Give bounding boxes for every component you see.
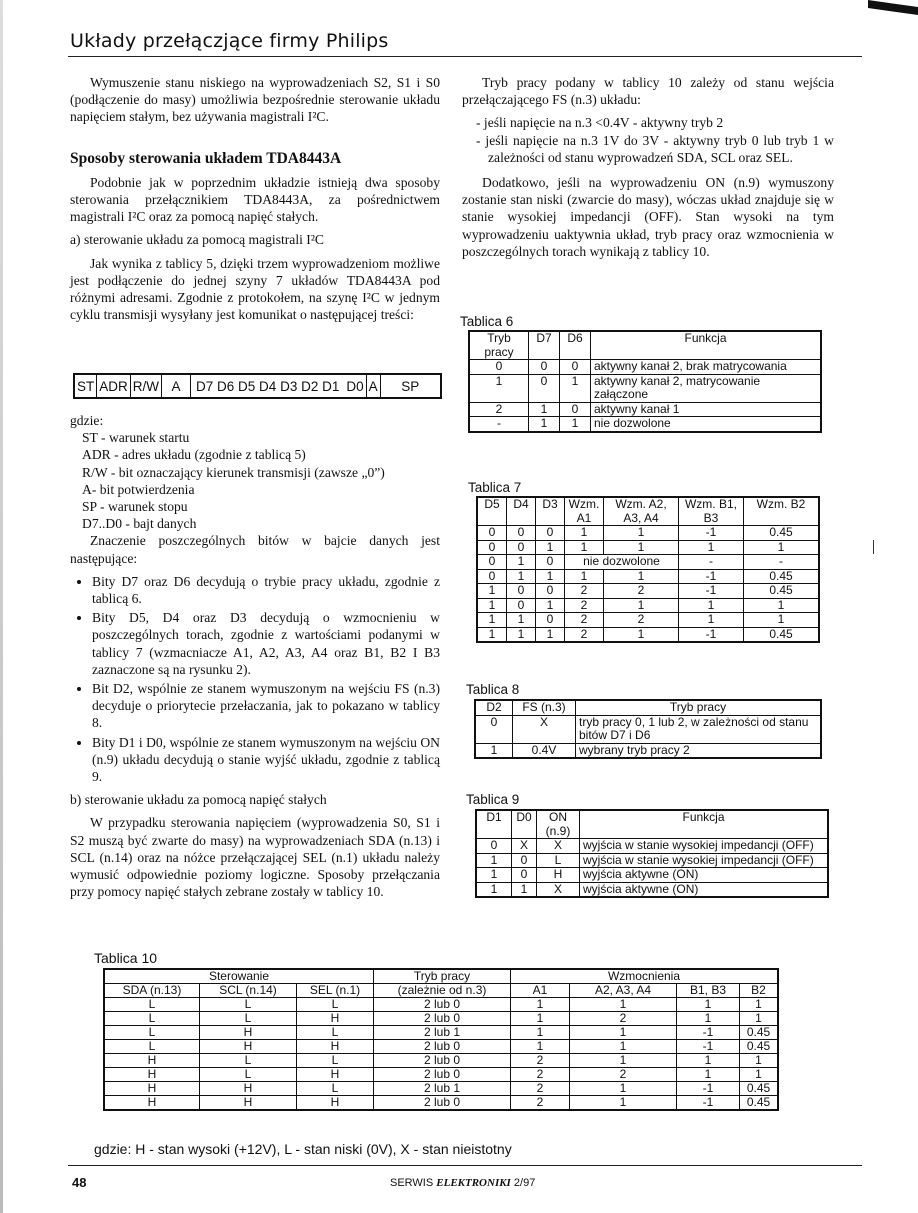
cell: H	[297, 1068, 374, 1082]
definition-list	[82, 429, 440, 532]
cell: wyjścia aktywne (ON)	[580, 868, 829, 883]
cell: 1	[740, 1068, 779, 1082]
table-6-caption: Tablica 6	[460, 314, 514, 329]
cell: H	[104, 1068, 200, 1082]
cell: 2	[604, 613, 679, 628]
issue-number: 2/97	[513, 1177, 536, 1189]
cell: X	[537, 882, 580, 897]
cell: 0.45	[744, 584, 820, 599]
cell: 1	[570, 998, 677, 1012]
cell: 2	[469, 402, 529, 417]
left-column-top	[70, 74, 440, 323]
cell: 0	[475, 715, 513, 743]
cell: 1	[507, 555, 536, 570]
cell: -1	[677, 1096, 740, 1111]
definition: ST - warunek startu	[82, 430, 190, 446]
paragraph: Dodatkowo, jeśli na wyprowadzeniu ON (n.9) wymuszony zostanie stan niski (zwarcie do masy), wóczas układ znajduje się w stanie wysokiej impedancji (OFF). Stan wysoki na tym wyprowadzeniu uaktywnia układ, tryb pracy oraz wzmocnienia w poszczególnych torach wynikają z tablicy 10.	[462, 175, 834, 259]
cell: 0.45	[744, 627, 820, 642]
cell: 2	[511, 1082, 570, 1096]
header-cell: Wzm. A1	[565, 497, 604, 526]
header-cell: B2	[740, 984, 779, 998]
header-rule	[68, 56, 862, 57]
cell: -1	[679, 584, 744, 599]
cell: 1	[740, 998, 779, 1012]
cell: 2 lub 0	[374, 1054, 511, 1068]
header-cell: A2, A3, A4	[570, 984, 677, 998]
cell: 0.45	[740, 1040, 779, 1054]
bullet-item: • Bity D7 oraz D6 decydują o trybie pracy układu, zgodnie z tablicą 6.	[92, 573, 440, 607]
cell: 0	[507, 598, 536, 613]
cell: aktywny kanał 1	[591, 402, 822, 417]
cell: 0	[507, 584, 536, 599]
header-cell: D5	[477, 497, 507, 526]
header-cell: Funkcja	[591, 331, 822, 360]
cell: 2	[565, 598, 604, 613]
table-row	[477, 526, 819, 541]
cell: 2 lub 1	[374, 1082, 511, 1096]
header-cell: D7	[529, 331, 560, 360]
table-8-caption: Tablica 8	[466, 682, 520, 697]
table-group-row	[104, 969, 778, 984]
cell: 1	[677, 998, 740, 1012]
cell: 0	[560, 360, 591, 375]
cell: 1	[570, 1054, 677, 1068]
cell: 0	[507, 526, 536, 541]
table-header-row	[104, 984, 778, 998]
cell: L	[200, 1012, 297, 1026]
cell: 0	[560, 402, 591, 417]
cell: L	[200, 1068, 297, 1082]
table-row	[477, 627, 819, 642]
table-row	[104, 1012, 778, 1026]
cell: L	[297, 1082, 374, 1096]
bullet-item: • Bity D1 i D0, wspólnie ze stanem wymuszonym na wejściu ON (n.9) układu decydują o stanie wyjść układu, zgodnie z tablicą 9.	[92, 734, 440, 786]
cell: 1	[511, 998, 570, 1012]
cell: wybrany tryb pracy 2	[576, 743, 822, 758]
page-number: 48	[72, 1175, 87, 1190]
table-row	[469, 360, 821, 375]
header-cell: Tryb pracy	[469, 331, 529, 360]
cell: 0	[529, 374, 560, 402]
table-row	[477, 584, 819, 599]
cell: L	[200, 1054, 297, 1068]
cell: 1	[744, 540, 820, 555]
cell: 1	[560, 374, 591, 402]
cell: L	[297, 998, 374, 1012]
table-row	[477, 598, 819, 613]
table-row	[476, 853, 828, 868]
table-9-caption: Tablica 9	[466, 792, 520, 807]
cell: nie dozwolone	[565, 555, 679, 570]
paragraph: Tryb pracy podany w tablicy 10 zależy od stanu wejścia przełączającego FS (n.3) układu:	[462, 75, 834, 108]
cell: wyjścia w stanie wysokiej impedancji (OFF)	[580, 853, 829, 868]
cell: L	[297, 1026, 374, 1040]
cell: 1	[744, 613, 820, 628]
cell: 1	[740, 1012, 779, 1026]
table-row	[469, 417, 821, 432]
cell: 2 lub 0	[374, 998, 511, 1012]
cell: H	[200, 1040, 297, 1054]
cell: 1	[677, 1054, 740, 1068]
cell: 1	[565, 540, 604, 555]
cell: 1	[476, 868, 512, 883]
cell: 1	[570, 1026, 677, 1040]
cell: 1	[565, 569, 604, 584]
cell: 0	[536, 584, 565, 599]
cell: 0	[476, 839, 512, 854]
group-header-cell: Sterowanie	[104, 969, 374, 984]
table-row	[475, 743, 821, 758]
cell: H	[200, 1082, 297, 1096]
cell: 0.45	[740, 1026, 779, 1040]
cell: 0	[536, 526, 565, 541]
table-7-caption: Tablica 7	[468, 480, 522, 495]
magazine-footer	[390, 1177, 535, 1189]
cell: L	[200, 998, 297, 1012]
definition: D7..D0 - bajt danych	[82, 516, 197, 532]
table-9	[475, 809, 829, 898]
table-header-row	[469, 331, 821, 360]
right-column	[462, 74, 834, 260]
paragraph: b) sterowanie układu za pomocą napięć stałych	[70, 792, 327, 808]
cell: 1	[677, 1068, 740, 1082]
cell: L	[104, 1012, 200, 1026]
cell: 1	[565, 526, 604, 541]
table-header-row	[477, 497, 819, 526]
cell: 0.45	[740, 1096, 779, 1111]
cell: 0.45	[744, 526, 820, 541]
magazine-prefix: SERWIS	[390, 1177, 434, 1189]
table-row	[104, 1068, 778, 1082]
cell: wyjścia w stanie wysokiej impedancji (OFF)	[580, 839, 829, 854]
cell: 1	[511, 1012, 570, 1026]
header-cell: Funkcja	[580, 810, 829, 839]
table-row	[477, 555, 819, 570]
cell: 1	[677, 1012, 740, 1026]
cell: 1	[477, 613, 507, 628]
bullet-list	[70, 573, 440, 785]
cell: 1	[477, 598, 507, 613]
cell: -	[744, 555, 820, 570]
frame-field: ADR	[97, 375, 131, 397]
cell: H	[104, 1082, 200, 1096]
cell: -1	[677, 1040, 740, 1054]
page-header-title: Układy przełączjące firmy Philips	[70, 30, 389, 52]
cell: X	[512, 839, 537, 854]
margin-mark	[873, 540, 874, 554]
cell: -1	[677, 1082, 740, 1096]
cell: H	[297, 1040, 374, 1054]
table-row	[477, 613, 819, 628]
cell: L	[104, 998, 200, 1012]
cell: tryb pracy 0, 1 lub 2, w zależności od stanu bitów D7 i D6	[576, 715, 822, 743]
cell: 1	[507, 627, 536, 642]
table-7	[476, 496, 820, 643]
header-cell: Wzm. B2	[744, 497, 820, 526]
section-heading: Sposoby sterowania układem TDA8443A	[70, 149, 342, 167]
cell: 1	[604, 526, 679, 541]
cell: 1	[511, 1026, 570, 1040]
frame-field: A	[162, 375, 191, 397]
paragraph: W przypadku sterowania napięciem (wyprowadzenia S0, S1 i S2 muszą być zwarte do masy) na wyprowadzeniach SDA (n.13) i SCL (n.14) oraz na nóżce przełączającej SEL (n.1) układu należy wymusić odpowiednie poziomy logiczne. Sposoby przełączania przy pomocy napięć stałych zebrane zostały w tablicy 10.	[70, 815, 440, 900]
header-cell: A1	[511, 984, 570, 998]
cell: 2	[565, 627, 604, 642]
cell: 2	[511, 1068, 570, 1082]
header-cell: (zależnie od n.3)	[374, 984, 511, 998]
cell: 1	[740, 1054, 779, 1068]
cell: 2	[570, 1012, 677, 1026]
table-row	[104, 1082, 778, 1096]
header-cell: SEL (n.1)	[297, 984, 374, 998]
cell: 0	[477, 555, 507, 570]
table-row	[104, 1026, 778, 1040]
cell: 0.45	[740, 1082, 779, 1096]
definition: SP - warunek stopu	[82, 499, 188, 515]
definition: R/W - bit oznaczający kierunek transmisji (zawsze „0”)	[82, 464, 385, 480]
frame-field: SP	[401, 378, 420, 394]
frame-field: D7 D6 D5 D4 D3 D2 D1	[196, 378, 340, 394]
corner-mark	[868, 0, 918, 15]
cell: nie dozwolone	[591, 417, 822, 432]
cell: H	[297, 1096, 374, 1111]
table-8	[474, 699, 822, 759]
cell: 2	[511, 1096, 570, 1111]
cell: 1	[536, 598, 565, 613]
table-10-caption: Tablica 10	[94, 950, 158, 966]
table-row	[477, 569, 819, 584]
cell: 1	[512, 882, 537, 897]
cell: H	[104, 1054, 200, 1068]
frame-field: R/W	[131, 375, 162, 397]
cell: 1	[476, 853, 512, 868]
table-row	[475, 715, 821, 743]
cell: H	[104, 1096, 200, 1111]
cell: 1	[604, 598, 679, 613]
header-cell: D0	[512, 810, 537, 839]
cell: 1	[536, 627, 565, 642]
cell: 0	[536, 613, 565, 628]
table-row	[469, 374, 821, 402]
paragraph: Jak wynika z tablicy 5, dzięki trzem wyprowadzeniom możliwe jest podłączenie do jednej szyny 7 układów TDA8443A pod różnymi adresami. Zgodnie z protokołem, na szynę I²C w jednym cyklu transmisji wysyłany jest komunikat o następującej treści:	[70, 255, 440, 323]
cell: 0	[529, 360, 560, 375]
cell: 0	[477, 569, 507, 584]
dash-item: - jeśli napięcie na n.3 1V do 3V - aktywny tryb 0 lub tryb 1 w zależności od stanu wyprowadzeń SDA, SCL oraz SEL.	[476, 132, 834, 165]
bullet-item: • Bity D5, D4 oraz D3 decydują o wzmocnieniu w poszczególnych torach, zgodnie z wartościami podanymi w tablicy 7 (wzmacniacze A1, A2, A3, A4 oraz B1, B2 I B3 zaznaczone są na rysunku 2).	[92, 609, 440, 678]
header-cell: D2	[475, 700, 513, 715]
cell: 1	[604, 540, 679, 555]
cell: H	[200, 1096, 297, 1111]
header-cell: FS (n.3)	[513, 700, 576, 715]
cell: 0	[512, 868, 537, 883]
dash-item: - jeśli napięcie na n.3 <0.4V - aktywny tryb 2	[476, 115, 724, 131]
paragraph: Podobnie jak w poprzednim układzie istnieją dwa sposoby sterowania przełącznikiem TDA8443A, za pośrednictwem magistrali I²C oraz za pomocą napięć stałych.	[70, 174, 440, 225]
cell: 1	[604, 569, 679, 584]
cell: 2	[565, 613, 604, 628]
cell: -	[469, 417, 529, 432]
table-row	[104, 998, 778, 1012]
definition: A- bit potwierdzenia	[82, 481, 195, 497]
cell: X	[537, 839, 580, 854]
cell: L	[104, 1040, 200, 1054]
cell: 1	[476, 882, 512, 897]
cell: 1	[511, 1040, 570, 1054]
paragraph: a) sterowanie układu za pomocą magistrali I²C	[70, 232, 324, 248]
cell: 0	[469, 360, 529, 375]
table-row	[476, 839, 828, 854]
cell: 0.45	[744, 569, 820, 584]
footer-rule	[68, 1165, 862, 1166]
cell: 1	[475, 743, 513, 758]
frame-field: D0	[344, 375, 366, 397]
header-cell: Wzm. A2, A3, A4	[604, 497, 679, 526]
page-edge-shadow	[0, 0, 3, 1213]
cell: 0	[477, 526, 507, 541]
cell: 1	[477, 584, 507, 599]
cell: 1	[536, 569, 565, 584]
cell: 2 lub 0	[374, 1012, 511, 1026]
cell: 0	[507, 540, 536, 555]
cell: 1	[529, 417, 560, 432]
cell: 2	[511, 1054, 570, 1068]
header-cell: SDA (n.13)	[104, 984, 200, 998]
cell: 1	[507, 613, 536, 628]
cell: 1	[570, 1040, 677, 1054]
cell: aktywny kanał 2, brak matrycowania	[591, 360, 822, 375]
magazine-name: ELEKTRONIKI	[436, 1177, 511, 1189]
cell: 2 lub 0	[374, 1068, 511, 1082]
header-cell: D1	[476, 810, 512, 839]
cell: 1	[507, 569, 536, 584]
header-cell: Tryb pracy	[576, 700, 822, 715]
table-10-note: gdzie: H - stan wysoki (+12V), L - stan niski (0V), X - stan nieistotny	[94, 1141, 512, 1157]
group-header-cell: Wzmocnienia	[511, 969, 779, 984]
cell: L	[297, 1054, 374, 1068]
cell: 2 lub 0	[374, 1040, 511, 1054]
cell: -	[679, 555, 744, 570]
paragraph: Wymuszenie stanu niskiego na wyprowadzeniach S2, S1 i S0 (podłączenie do masy) umożliwia bezpośrednie sterowanie układu napięciem stałym, bez używania magistrali I²C.	[70, 75, 440, 125]
cell: 1	[604, 627, 679, 642]
table-row	[476, 868, 828, 883]
table-row	[104, 1040, 778, 1054]
cell: aktywny kanał 2, matrycowanie załączone	[591, 374, 822, 402]
cell: 2 lub 1	[374, 1026, 511, 1040]
frame-field: A	[367, 375, 381, 397]
cell: 1	[560, 417, 591, 432]
cell: 0	[512, 853, 537, 868]
gdzie-label: gdzie:	[70, 413, 104, 428]
cell: 0	[477, 540, 507, 555]
frame-field: ST	[75, 375, 97, 397]
cell: -1	[679, 526, 744, 541]
definition: ADR - adres układu (zgodnie z tablicą 5)	[82, 447, 306, 463]
cell: H	[537, 868, 580, 883]
cell: 1	[744, 598, 820, 613]
cell: 1	[529, 402, 560, 417]
cell: -1	[679, 569, 744, 584]
table-header-row	[476, 810, 828, 839]
header-cell: Wzm. B1, B3	[679, 497, 744, 526]
table-row	[469, 402, 821, 417]
cell: H	[297, 1012, 374, 1026]
group-header-cell: Tryb pracy	[374, 969, 511, 984]
cell: 2	[570, 1068, 677, 1082]
cell: 1	[679, 540, 744, 555]
cell: 2	[565, 584, 604, 599]
cell: 1	[469, 374, 529, 402]
header-cell: B1, B3	[677, 984, 740, 998]
cell: 2 lub 0	[374, 1096, 511, 1111]
table-6	[468, 330, 822, 433]
cell: 1	[570, 1096, 677, 1111]
table-10	[103, 968, 779, 1111]
header-cell: D6	[560, 331, 591, 360]
cell: 1	[570, 1082, 677, 1096]
header-cell: ON (n.9)	[537, 810, 580, 839]
cell: 1	[536, 540, 565, 555]
cell: 1	[679, 613, 744, 628]
cell: 0.4V	[513, 743, 576, 758]
table-row	[104, 1054, 778, 1068]
cell: 1	[477, 627, 507, 642]
cell: -1	[677, 1026, 740, 1040]
bullet-item: • Bit D2, wspólnie ze stanem wymuszonym na wejściu FS (n.3) decyduje o priorytecie przełaczania, jak to pokazano w tablicy 8.	[92, 680, 440, 732]
left-column-bottom	[70, 412, 440, 900]
cell: H	[200, 1026, 297, 1040]
table-row	[476, 882, 828, 897]
table-row	[104, 1096, 778, 1111]
i2c-frame-diagram	[73, 373, 442, 399]
cell: L	[104, 1026, 200, 1040]
cell: X	[513, 715, 576, 743]
header-cell: SCL (n.14)	[200, 984, 297, 998]
paragraph: Znaczenie poszczególnych bitów w bajcie danych jest następujące:	[70, 533, 440, 566]
table-row	[477, 540, 819, 555]
cell: wyjścia aktywne (ON)	[580, 882, 829, 897]
cell: -1	[679, 627, 744, 642]
cell: L	[537, 853, 580, 868]
cell: 0	[536, 555, 565, 570]
header-cell: D4	[507, 497, 536, 526]
cell: 1	[679, 598, 744, 613]
table-header-row	[475, 700, 821, 715]
header-cell: D3	[536, 497, 565, 526]
cell: 2	[604, 584, 679, 599]
